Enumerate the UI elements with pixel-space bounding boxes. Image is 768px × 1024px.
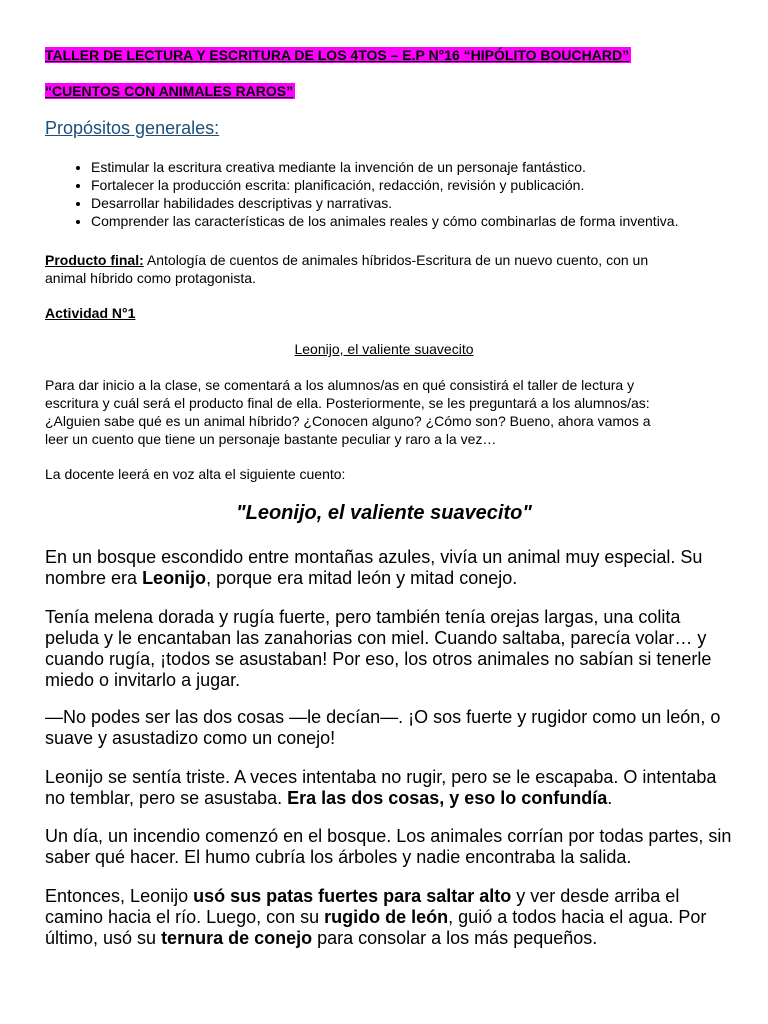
story-emphasis: Era las dos cosas, y eso lo confundía [287, 788, 608, 808]
intro-line: ¿Alguien sabe qué es un animal híbrido? ¿Conocen alguno? ¿Cómo son? Bueno, ahora vamos a [45, 413, 651, 429]
story-line [45, 788, 735, 809]
intro-line: leer un cuento que tiene un personaje bastante peculiar y raro a la vez… [45, 431, 497, 447]
story-paragraph-1 [45, 547, 735, 589]
story-text: , porque era mitad león y mitad conejo. [206, 568, 518, 588]
story-line [45, 568, 735, 589]
story-line: cuando rugía, ¡todos se asustaban! Por eso, los otros animales no sabían si tenerle [45, 649, 712, 669]
workshop-title [45, 46, 631, 65]
story-line [45, 928, 735, 949]
intro-line: escritura y cuál será el producto final de ella. Posteriormente, se les preguntará a los alumnos/as: [45, 395, 650, 411]
story-text: y ver desde arriba el [511, 886, 680, 906]
theme-title-text: “CUENTOS CON ANIMALES RAROS” [45, 83, 294, 99]
story-paragraph-5 [45, 826, 735, 868]
story-line: suave y asustadizo como un conejo! [45, 728, 336, 748]
story-paragraph-4 [45, 767, 735, 809]
activity-subtitle: Leonijo, el valiente suavecito [294, 341, 474, 357]
purposes-list [45, 158, 678, 230]
story-paragraph-3 [45, 707, 735, 749]
workshop-title-text: TALLER DE LECTURA Y ESCRITURA DE LOS 4TOS – E.P N°16 “HIPÓLITO BOUCHARD” [45, 47, 630, 63]
story-paragraph-6 [45, 886, 735, 949]
purposes-heading: Propósitos generales: [45, 118, 220, 138]
purpose-item: • Comprender las características de los animales reales y cómo combinarlas de forma inventiva. [91, 212, 678, 230]
final-product-line-2: animal híbrido como protagonista. [45, 270, 256, 286]
final-product-text: Antología de cuentos de animales híbridos-Escritura de un nuevo cuento, con un [143, 252, 649, 268]
purpose-item: • Fortalecer la producción escrita: planificación, redacción, revisión y publicación. [91, 176, 678, 194]
story-text: camino hacia el río. Luego, con su [45, 907, 325, 927]
story-text: , guió a todos hacia el agua. Por [448, 907, 707, 927]
story-line: Tenía melena dorada y rugía fuerte, pero también tenía orejas largas, una colita [45, 607, 681, 627]
story-text: no temblar, pero se asustaba. [45, 788, 288, 808]
story-text: último, usó su [45, 928, 162, 948]
story-text: para consolar a los más pequeños. [312, 928, 598, 948]
story-line: miedo o invitarlo a jugar. [45, 670, 241, 690]
intro-line: Para dar inicio a la clase, se comentará a los alumnos/as en qué consistirá el taller de lectura y [45, 377, 635, 393]
story-line: Un día, un incendio comenzó en el bosque. Los animales corrían por todas partes, sin [45, 826, 732, 846]
story-line: —No podes ser las dos cosas —le decían—. ¡O sos fuerte y rugidor como un león, o [45, 707, 721, 727]
story-text: . [607, 788, 613, 808]
story-line: Leonijo se sentía triste. A veces intentaba no rugir, pero se le escapaba. O intentaba [45, 767, 717, 787]
story-line: peluda y le encantaban las zanahorias con miel. Cuando saltaba, parecía volar… y [45, 628, 707, 648]
final-product-label: Producto final: [45, 252, 144, 268]
story-line: saber qué hacer. El humo cubría los árboles y nadie encontraba la salida. [45, 847, 632, 867]
story-emphasis: rugido de león [324, 907, 449, 927]
story-paragraph-2 [45, 607, 735, 691]
activity-title: Actividad N°1 [45, 305, 136, 321]
story-title: "Leonijo, el valiente suavecito" [236, 502, 532, 524]
story-line: En un bosque escondido entre montañas azules, vivía un animal muy especial. Su [45, 547, 703, 567]
final-product-line-1 [45, 251, 648, 269]
story-text: Entonces, Leonijo [45, 886, 194, 906]
theme-title [45, 82, 295, 101]
purpose-item: • Desarrollar habilidades descriptivas y narrativas. [91, 194, 678, 212]
story-emphasis: ternura de conejo [161, 928, 313, 948]
teacher-note: La docente leerá en voz alta el siguiente cuento: [45, 466, 346, 482]
story-line [45, 886, 735, 907]
story-emphasis: Leonijo [142, 568, 207, 588]
purpose-item: • Estimular la escritura creativa mediante la invención de un personaje fantástico. [91, 158, 678, 176]
story-text: nombre era [45, 568, 143, 588]
story-emphasis: usó sus patas fuertes para saltar alto [193, 886, 512, 906]
story-line [45, 907, 735, 928]
